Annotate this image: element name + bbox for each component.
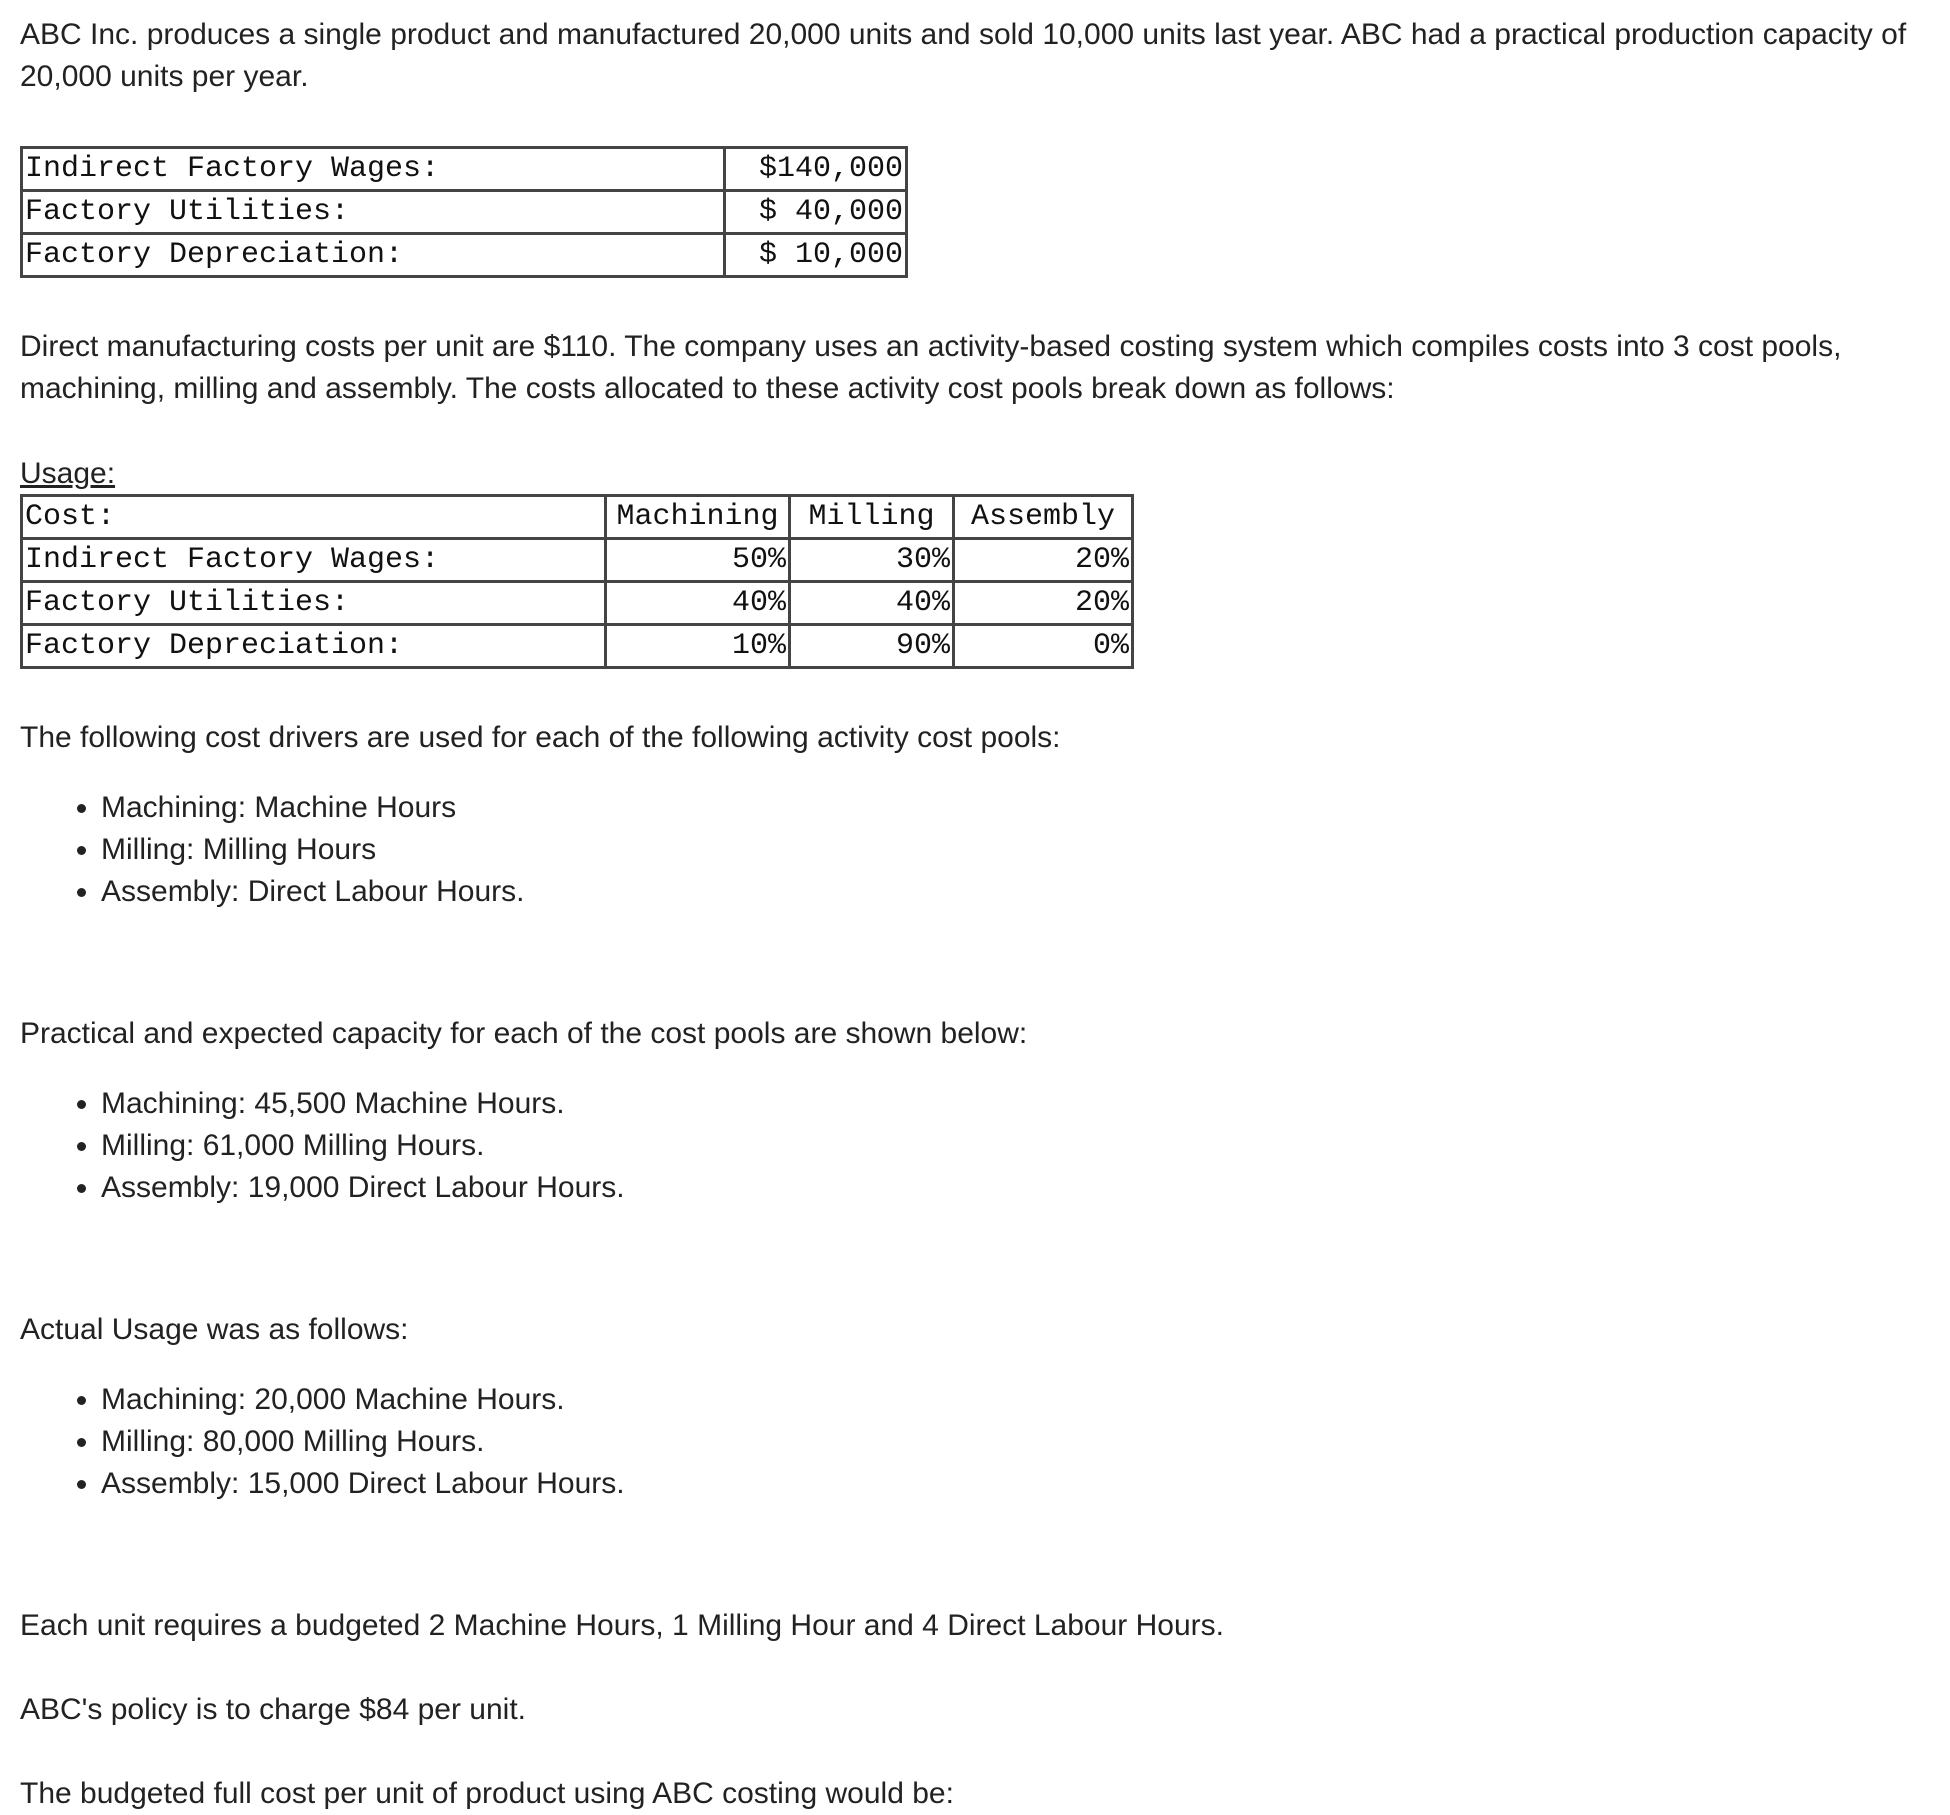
table-row: [22, 148, 907, 191]
usage-row-label: Factory Depreciation:: [22, 625, 606, 668]
usage-row-label: Indirect Factory Wages:: [22, 539, 606, 582]
drivers-list: [20, 787, 1920, 913]
list-item: • Milling: 80,000 Milling Hours.: [101, 1421, 1920, 1463]
usage-assembly-cell: 0%: [954, 625, 1133, 668]
usage-header-cost: Cost:: [22, 496, 606, 539]
list-item: • Milling: 61,000 Milling Hours.: [101, 1125, 1920, 1167]
usage-machining-cell: 10%: [606, 625, 790, 668]
cost-label: Factory Utilities:: [22, 191, 725, 234]
intro-paragraph: ABC Inc. produces a single product and manufactured 20,000 units and sold 10,000 units last year. ABC had a practical production capacity of 20,000 units per year.: [20, 18, 1907, 93]
question-prompt: The budgeted full cost per unit of product using ABC costing would be:: [20, 1777, 954, 1810]
actual-usage-intro: Actual Usage was as follows:: [20, 1313, 409, 1346]
list-item: • Assembly: 19,000 Direct Labour Hours.: [101, 1167, 1920, 1209]
usage-label: Usage:: [20, 457, 116, 490]
list-item: • Machining: 20,000 Machine Hours.: [101, 1379, 1920, 1421]
usage-table: [20, 494, 1134, 669]
table-row: [22, 191, 907, 234]
table-row: [22, 539, 1133, 582]
capacity-intro: Practical and expected capacity for each of the cost pools are shown below:: [20, 1017, 1028, 1050]
cost-value: $ 40,000: [725, 191, 907, 234]
question-content: [20, 14, 1920, 1815]
list-item: • Machining: Machine Hours: [101, 787, 1920, 829]
per-unit-requirements: Each unit requires a budgeted 2 Machine Hours, 1 Milling Hour and 4 Direct Labour Hours.: [20, 1609, 1224, 1642]
list-item: • Assembly: 15,000 Direct Labour Hours.: [101, 1463, 1920, 1505]
capacity-list: [20, 1083, 1920, 1209]
list-item: • Assembly: Direct Labour Hours.: [101, 871, 1920, 913]
usage-header-machining: Machining: [606, 496, 790, 539]
usage-header-milling: Milling: [790, 496, 954, 539]
cost-value: $ 10,000: [725, 234, 907, 277]
table-row: [22, 234, 907, 277]
cost-table: [20, 146, 908, 278]
usage-header-assembly: Assembly: [954, 496, 1133, 539]
usage-machining-cell: 50%: [606, 539, 790, 582]
usage-milling-cell: 90%: [790, 625, 954, 668]
list-item: • Milling: Milling Hours: [101, 829, 1920, 871]
cost-label: Factory Depreciation:: [22, 234, 725, 277]
usage-milling-cell: 40%: [790, 582, 954, 625]
drivers-intro: The following cost drivers are used for each of the following activity cost pools:: [20, 721, 1061, 754]
table-row: [22, 582, 1133, 625]
list-item: • Machining: 45,500 Machine Hours.: [101, 1083, 1920, 1125]
actual-usage-list: [20, 1379, 1920, 1505]
usage-milling-cell: 30%: [790, 539, 954, 582]
table-row: [22, 625, 1133, 668]
usage-row-label: Factory Utilities:: [22, 582, 606, 625]
table-header-row: [22, 496, 1133, 539]
pricing-policy: ABC's policy is to charge $84 per unit.: [20, 1693, 526, 1726]
usage-machining-cell: 40%: [606, 582, 790, 625]
cost-value: $140,000: [725, 148, 907, 191]
cost-label: Indirect Factory Wages:: [22, 148, 725, 191]
usage-assembly-cell: 20%: [954, 582, 1133, 625]
cost-pools-paragraph: Direct manufacturing costs per unit are $110. The company uses an activity-based costing system which compiles costs into 3 cost pools, machining, milling and assembly. The costs allocated to these activity cost pools break down as follows:: [20, 330, 1842, 405]
usage-assembly-cell: 20%: [954, 539, 1133, 582]
